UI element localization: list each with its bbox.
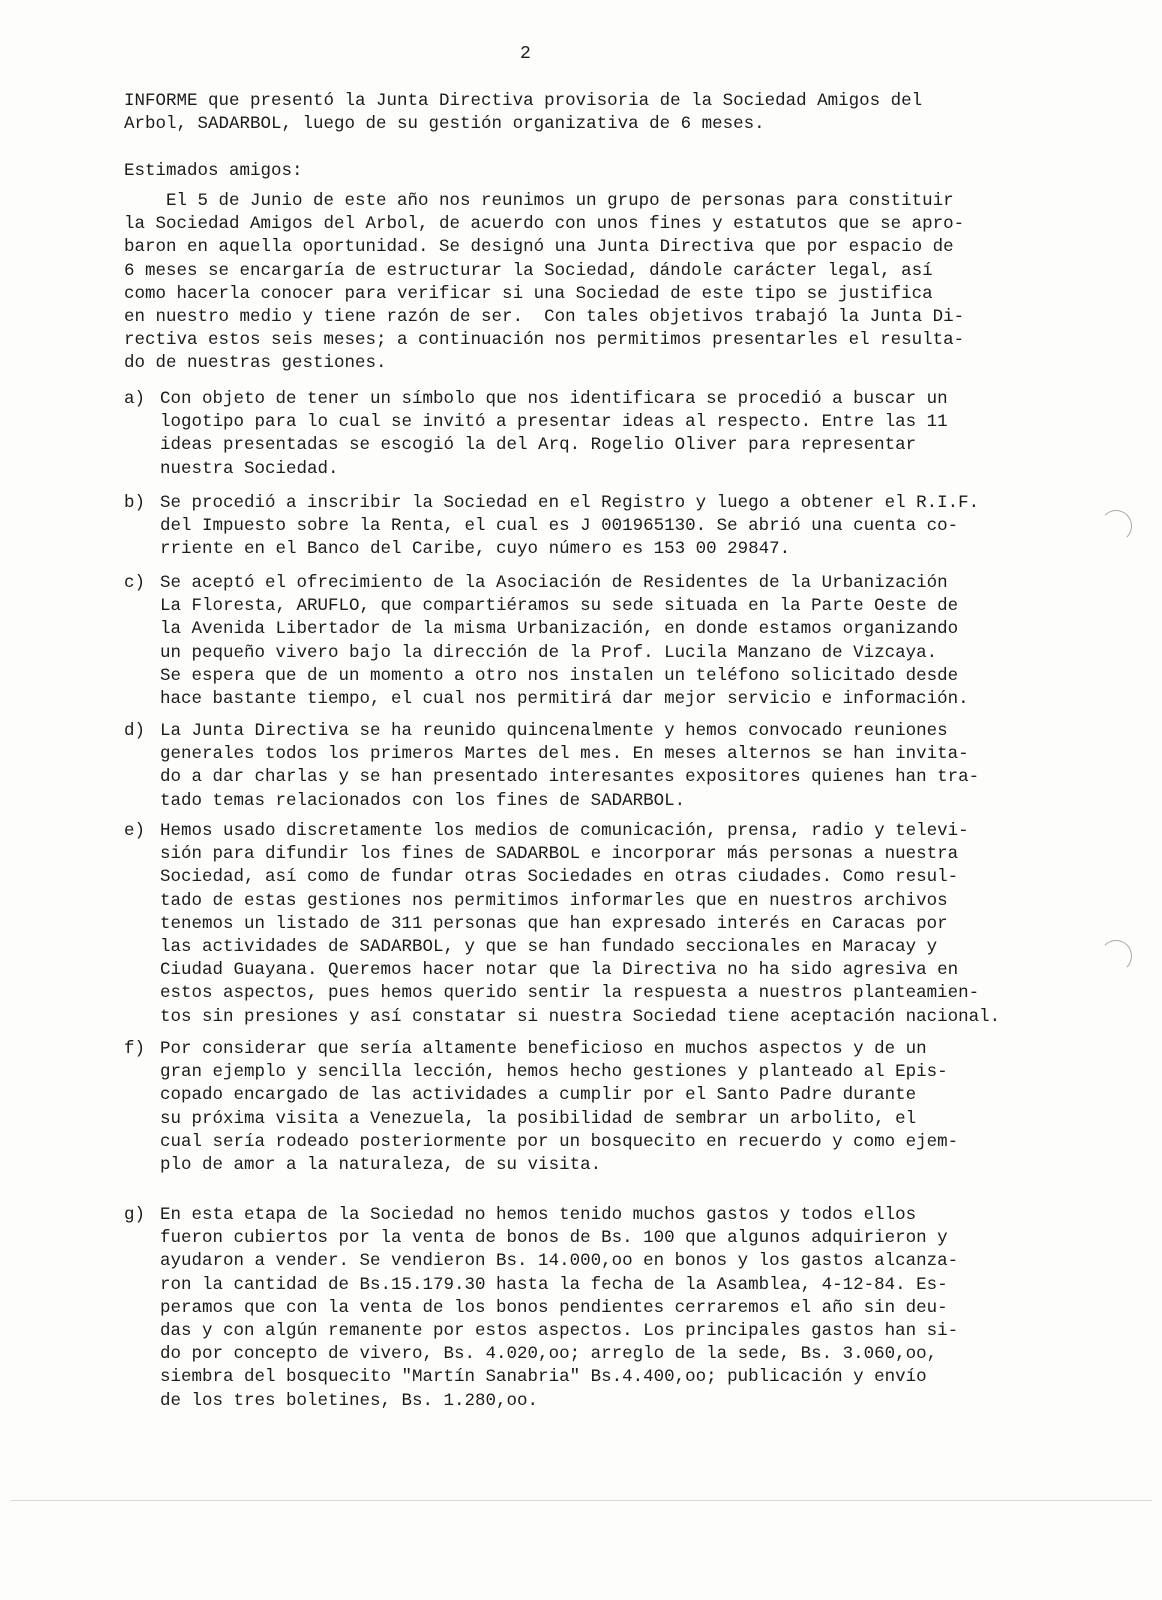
item-letter-d: d) xyxy=(124,721,146,741)
item-c-body xyxy=(160,572,1060,711)
intro-line: rectiva estos seis meses; a continuación nos permitimos presentarles el resulta- xyxy=(124,330,965,351)
item-line: tos sin presiones y así constatar si nuestra Sociedad tiene aceptación nacional. xyxy=(160,1006,1001,1027)
intro-line: la Sociedad Amigos del Arbol, de acuerdo con unos fines y estatutos que se apro- xyxy=(124,214,965,235)
item-line: un pequeño vivero bajo la dirección de la Prof. Lucila Manzano de Vizcaya. xyxy=(160,642,938,663)
page-number: 2 xyxy=(520,44,531,64)
intro-line: El 5 de Junio de este año nos reunimos un grupo de personas para constituir xyxy=(124,191,954,211)
item-line: tado temas relacionados con los fines de SADARBOL. xyxy=(160,790,686,811)
item-line: de los tres boletines, Bs. 1.280,oo. xyxy=(160,1390,539,1411)
item-line: del Impuesto sobre la Renta, el cual es J 001965130. Se abrió una cuenta co- xyxy=(160,516,959,537)
item-line: das y con algún remanente por estos aspectos. Los principales gastos han si- xyxy=(160,1321,959,1342)
item-line: generales todos los primeros Martes del mes. En meses alternos se han invita- xyxy=(160,744,969,765)
item-line: cual sería rodeado posteriormente por un bosquecito en recuerdo y como ejem- xyxy=(160,1131,959,1152)
item-line: hace bastante tiempo, el cual nos permitirá dar mejor servicio e información. xyxy=(160,689,969,710)
item-line: su próxima visita a Venezuela, la posibilidad de sembrar un arbolito, el xyxy=(160,1108,917,1129)
item-line: Hemos usado discretamente los medios de comunicación, prensa, radio y televi- xyxy=(160,821,969,841)
punch-hole-mark xyxy=(1100,940,1132,972)
item-line: siembra del bosquecito "Martín Sanabria" Bs.4.400,oo; publicación y envío xyxy=(160,1367,927,1388)
item-b-body xyxy=(160,492,1060,562)
item-letter-c: c) xyxy=(124,573,146,593)
intro-line: como hacerla conocer para verificar si una Sociedad de este tipo se justifica xyxy=(124,283,933,304)
item-line: Ciudad Guayana. Queremos hacer notar que la Directiva no ha sido agresiva en xyxy=(160,960,959,981)
item-g-body xyxy=(160,1204,1060,1413)
item-a-body xyxy=(160,388,1060,481)
heading-line: Arbol, SADARBOL, luego de su gestión organizativa de 6 meses. xyxy=(124,114,765,135)
item-line: tado de estas gestiones nos permitimos informarles que en nuestros archivos xyxy=(160,890,948,911)
item-line: tenemos un listado de 311 personas que han expresado interés en Caracas por xyxy=(160,913,948,934)
intro-paragraph xyxy=(124,190,1064,376)
item-line: peramos que con la venta de los bonos pendientes cerraremos el año sin deu- xyxy=(160,1297,948,1318)
intro-line: baron en aquella oportunidad. Se designó una Junta Directiva que por espacio de xyxy=(124,237,954,258)
item-line: la Avenida Libertador de la misma Urbanización, en donde estamos organizando xyxy=(160,619,959,640)
item-f-body xyxy=(160,1038,1060,1177)
item-letter-g: g) xyxy=(124,1205,146,1225)
item-line: do por concepto de vivero, Bs. 4.020,oo; arreglo de la sede, Bs. 3.060,oo, xyxy=(160,1344,938,1365)
item-line: Se espera que de un momento a otro nos instalen un teléfono solicitado desde xyxy=(160,665,959,686)
item-line: La Floresta, ARUFLO, que compartiéramos su sede situada en la Parte Oeste de xyxy=(160,596,959,617)
item-d-body xyxy=(160,720,1060,813)
punch-hole-mark xyxy=(1100,510,1132,542)
item-letter-a: a) xyxy=(124,389,146,409)
item-letter-b: b) xyxy=(124,493,146,513)
item-line: Sociedad, así como de fundar otras Sociedades en otras ciudades. Como resul- xyxy=(160,867,959,888)
item-line: ayudaron a vender. Se vendieron Bs. 14.000,oo en bonos y los gastos alcanza- xyxy=(160,1251,959,1272)
heading-line: INFORME que presentó la Junta Directiva provisoria de la Sociedad Amigos del xyxy=(124,91,923,111)
item-e-body xyxy=(160,820,1060,1029)
item-line: fueron cubiertos por la venta de bonos de Bs. 100 que algunos adquirieron y xyxy=(160,1228,948,1249)
item-line: gran ejemplo y sencilla lección, hemos hecho gestiones y planteado al Epis- xyxy=(160,1062,948,1083)
item-line: rriente en el Banco del Caribe, cuyo número es 153 00 29847. xyxy=(160,539,791,560)
item-line: las actividades de SADARBOL, y que se han fundado seccionales en Maracay y xyxy=(160,937,938,958)
item-line: copado encargado de las actividades a cumplir por el Santo Padre durante xyxy=(160,1085,917,1106)
item-line: En esta etapa de la Sociedad no hemos tenido muchos gastos y todos ellos xyxy=(160,1205,917,1225)
item-line: La Junta Directiva se ha reunido quincenalmente y hemos convocado reuniones xyxy=(160,721,948,741)
intro-line: 6 meses se encargaría de estructurar la Sociedad, dándole carácter legal, así xyxy=(124,260,933,281)
page-edge xyxy=(10,1500,1152,1501)
item-line: estos aspectos, pues hemos querido sentir la respuesta a nuestros planteamien- xyxy=(160,983,980,1004)
item-line: Con objeto de tener un símbolo que nos identificara se procedió a buscar un xyxy=(160,389,948,409)
item-line: sión para difundir los fines de SADARBOL e incorporar más personas a nuestra xyxy=(160,844,959,865)
item-line: ron la cantidad de Bs.15.179.30 hasta la fecha de la Asamblea, 4-12-84. Es- xyxy=(160,1274,948,1295)
item-line: Se aceptó el ofrecimiento de la Asociación de Residentes de la Urbanización xyxy=(160,573,948,593)
item-letter-e: e) xyxy=(124,821,146,841)
item-line: nuestra Sociedad. xyxy=(160,458,339,479)
salutation: Estimados amigos: xyxy=(124,161,303,181)
item-line: Se procedió a inscribir la Sociedad en el Registro y luego a obtener el R.I.F. xyxy=(160,493,980,513)
item-line: plo de amor a la naturaleza, de su visita. xyxy=(160,1155,602,1176)
intro-line: en nuestro medio y tiene razón de ser. Con tales objetivos trabajó la Junta Di- xyxy=(124,307,965,328)
item-letter-f: f) xyxy=(124,1039,146,1059)
item-line: ideas presentadas se escogió la del Arq. Rogelio Oliver para representar xyxy=(160,435,917,456)
item-line: do a dar charlas y se han presentado interesantes expositores quienes han tra- xyxy=(160,767,980,788)
intro-line: do de nuestras gestiones. xyxy=(124,353,387,374)
report-heading xyxy=(124,90,1064,136)
item-line: Por considerar que sería altamente beneficioso en muchos aspectos y de un xyxy=(160,1039,927,1059)
item-line: logotipo para lo cual se invitó a presentar ideas al respecto. Entre las 11 xyxy=(160,412,948,433)
